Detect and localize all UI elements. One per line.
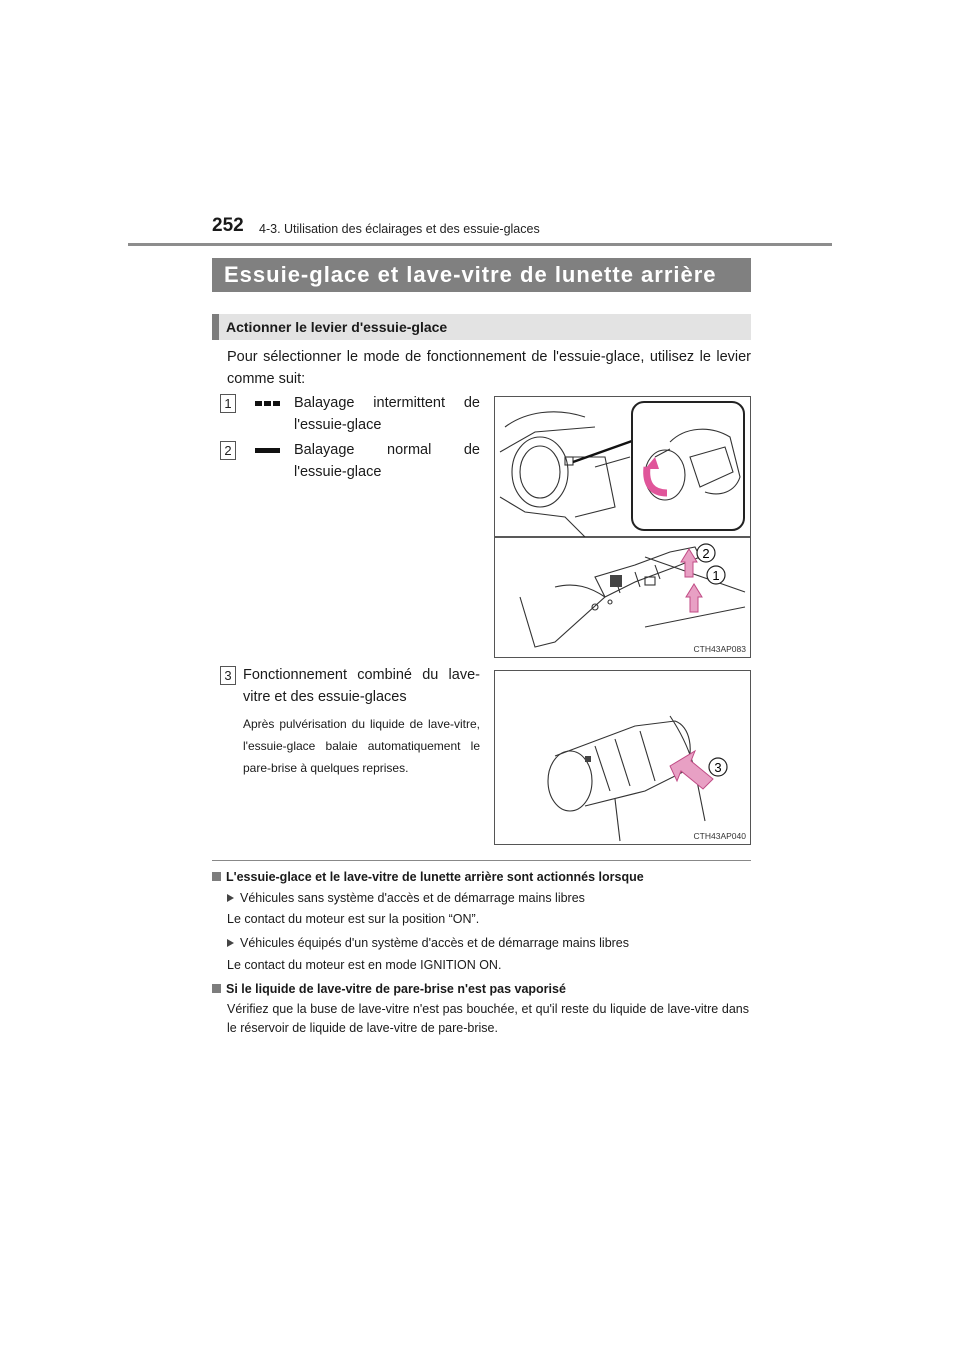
note-1-text-1: Le contact du moteur est sur la position “ON”. — [227, 912, 480, 926]
note-2-text: Vérifiez que la buse de lave-vitre n'est pas bouchée, et qu'il reste du liquide de lave-vitre dans le réservoir de liquide de lave-vitre de pare-brise. — [227, 1002, 749, 1035]
callout-2-label: 2 — [702, 546, 710, 561]
subsection-title: Actionner le levier d'essuie-glace — [212, 314, 751, 340]
figure-washer — [494, 670, 751, 845]
chapter-title: 4-3. Utilisation des éclairages et des essuie-glaces — [259, 222, 540, 236]
callout-3-label: 3 — [714, 760, 722, 775]
triangle-bullet-icon — [227, 894, 234, 902]
intro-text: Pour sélectionner le mode de fonctionnement de l'essuie-glace, utilisez le levier comme suit: — [227, 349, 751, 387]
item-number-1: 1 — [220, 394, 236, 413]
item-3-line2: vitre et des essuie-glaces — [243, 689, 407, 705]
item-1-line2: l'essuie-glace — [294, 417, 382, 433]
note-1-heading: L'essuie-glace et le lave-vitre de lunette arrière sont actionnés lorsque — [212, 870, 644, 884]
item-3-description: Après pulvérisation du liquide de lave-vitre, l'essuie-glace balaie automatiquement le pare-brise à quelques reprises. — [243, 717, 480, 775]
item-2-line2: l'essuie-glace — [294, 464, 382, 480]
figure-code-1: CTH43AP083 — [693, 644, 746, 654]
item-3-line1: Fonctionnement combiné du lave- — [243, 667, 480, 683]
wiper-lever-illustration — [495, 397, 750, 657]
figure-code-2: CTH43AP040 — [693, 831, 746, 841]
page-number: 252 — [212, 215, 244, 236]
note-2-heading: Si le liquide de lave-vitre de pare-brise n'est pas vaporisé — [212, 982, 566, 996]
square-bullet-icon — [212, 872, 221, 881]
header-rule — [128, 243, 832, 246]
section-title: Essuie-glace et lave-vitre de lunette arrière — [212, 258, 751, 292]
normal-wipe-icon — [255, 448, 280, 453]
item-number-3: 3 — [220, 666, 236, 685]
washer-illustration — [495, 671, 750, 844]
note-1-condition-2: Véhicules équipés d'un système d'accès et de démarrage mains libres — [227, 936, 629, 950]
item-number-2: 2 — [220, 441, 236, 460]
callout-1-label: 1 — [712, 568, 720, 583]
section-divider — [212, 860, 751, 861]
item-2-line1: Balayage normal de — [294, 442, 480, 458]
triangle-bullet-icon — [227, 939, 234, 947]
square-bullet-icon — [212, 984, 221, 993]
note-1-text-2: Le contact du moteur est en mode IGNITION ON. — [227, 958, 502, 972]
intermittent-wipe-icon — [255, 401, 280, 406]
note-1-condition-1: Véhicules sans système d'accès et de démarrage mains libres — [227, 891, 585, 905]
item-1-line1: Balayage intermittent de — [294, 395, 480, 411]
figure-wiper-lever — [494, 396, 751, 658]
